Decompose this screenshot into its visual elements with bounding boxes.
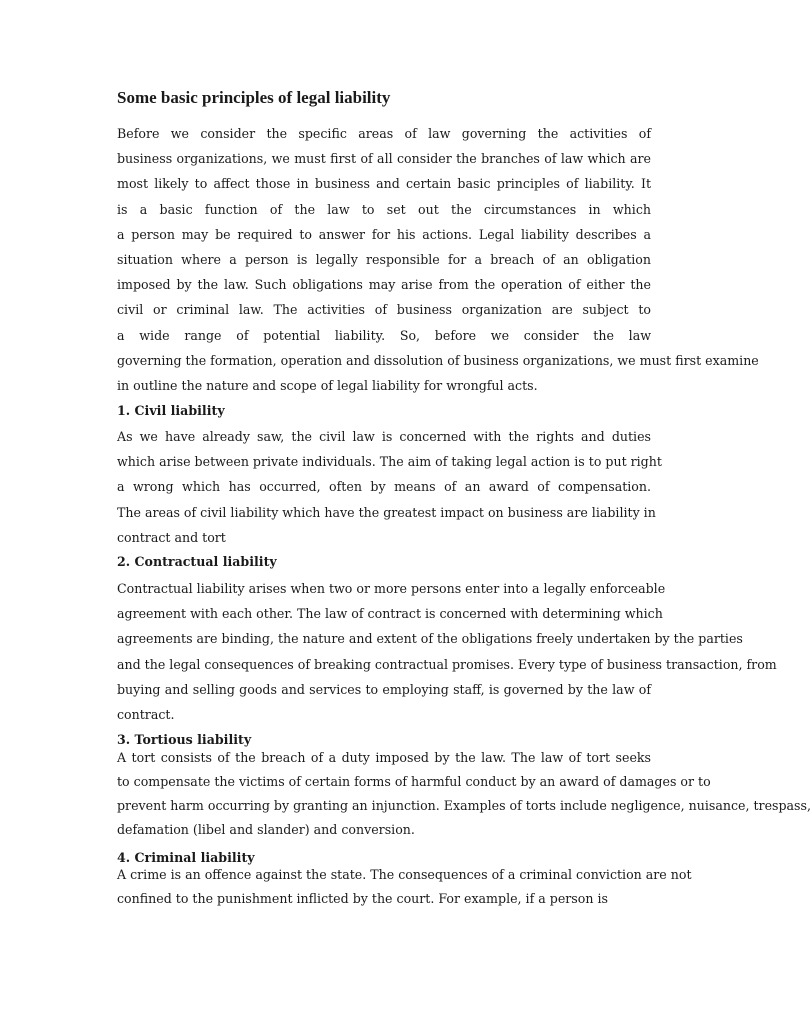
document-title: Some basic principles of legal liability bbox=[117, 88, 391, 107]
section-body-contractual-liability bbox=[117, 576, 777, 727]
section-heading-tortious-liability: 3. Tortious liability bbox=[117, 732, 252, 747]
text-line: prevent harm occurring by granting an injunction. Examples of torts include negligence, nuisance, trespass, bbox=[117, 798, 811, 813]
section-heading-criminal-liability: 4. Criminal liability bbox=[117, 850, 255, 865]
text-line: most likely to affect those in business and certain basic principles of liability. It bbox=[117, 176, 651, 192]
text-line: confined to the punishment inflicted by the court. For example, if a person is bbox=[117, 891, 608, 906]
text-line: A tort consists of the breach of a duty imposed by the law. The law of tort seeks bbox=[117, 750, 651, 765]
text-line: situation where a person is legally responsible for a breach of an obligation bbox=[117, 252, 651, 268]
text-line: a wide range of potential liability. So, before we consider the law bbox=[117, 327, 651, 343]
text-line: is a basic function of the law to set out the circumstances in which bbox=[117, 201, 651, 217]
section-heading-civil-liability: 1. Civil liability bbox=[117, 403, 225, 418]
text-line: in outline the nature and scope of legal liability for wrongful acts. bbox=[117, 378, 538, 394]
text-line: defamation (libel and slander) and conversion. bbox=[117, 822, 415, 837]
text-line: contract. bbox=[117, 707, 175, 723]
section-body-civil-liability bbox=[117, 424, 662, 550]
text-line: a person may be required to answer for his actions. Legal liability describes a bbox=[117, 226, 651, 242]
section-heading-contractual-liability: 2. Contractual liability bbox=[117, 554, 277, 569]
text-line: agreement with each other. The law of contract is concerned with determining which bbox=[117, 606, 663, 622]
text-line: business organizations, we must first of all consider the branches of law which are bbox=[117, 151, 651, 167]
text-line: civil or criminal law. The activities of business organization are subject to bbox=[117, 302, 651, 318]
text-line: to compensate the victims of certain forms of harmful conduct by an award of damages or to bbox=[117, 774, 711, 789]
text-line: buying and selling goods and services to employing staff, is governed by the law of bbox=[117, 681, 651, 697]
text-line: governing the formation, operation and dissolution of business organizations, we must first examine bbox=[117, 352, 759, 368]
section-body-tortious-liability bbox=[117, 746, 811, 842]
text-line: agreements are binding, the nature and extent of the obligations freely undertaken by the parties bbox=[117, 631, 743, 647]
text-line: A crime is an offence against the state. The consequences of a criminal conviction are not bbox=[117, 867, 692, 882]
intro-paragraph bbox=[117, 121, 759, 398]
text-line: The areas of civil liability which have the greatest impact on business are liability in bbox=[117, 504, 656, 520]
text-line: contract and tort bbox=[117, 529, 226, 545]
section-body-criminal-liability bbox=[117, 863, 692, 911]
text-line: a wrong which has occurred, often by means of an award of compensation. bbox=[117, 479, 651, 495]
text-line: As we have already saw, the civil law is concerned with the rights and duties bbox=[117, 429, 651, 444]
text-line: which arise between private individuals. The aim of taking legal action is to put right bbox=[117, 454, 662, 470]
text-line: Contractual liability arises when two or more persons enter into a legally enforceable bbox=[117, 581, 666, 596]
text-line: imposed by the law. Such obligations may arise from the operation of either the bbox=[117, 277, 651, 293]
text-line: and the legal consequences of breaking contractual promises. Every type of business transaction, from bbox=[117, 656, 777, 672]
text-line: Before we consider the specific areas of law governing the activities of bbox=[117, 126, 651, 141]
